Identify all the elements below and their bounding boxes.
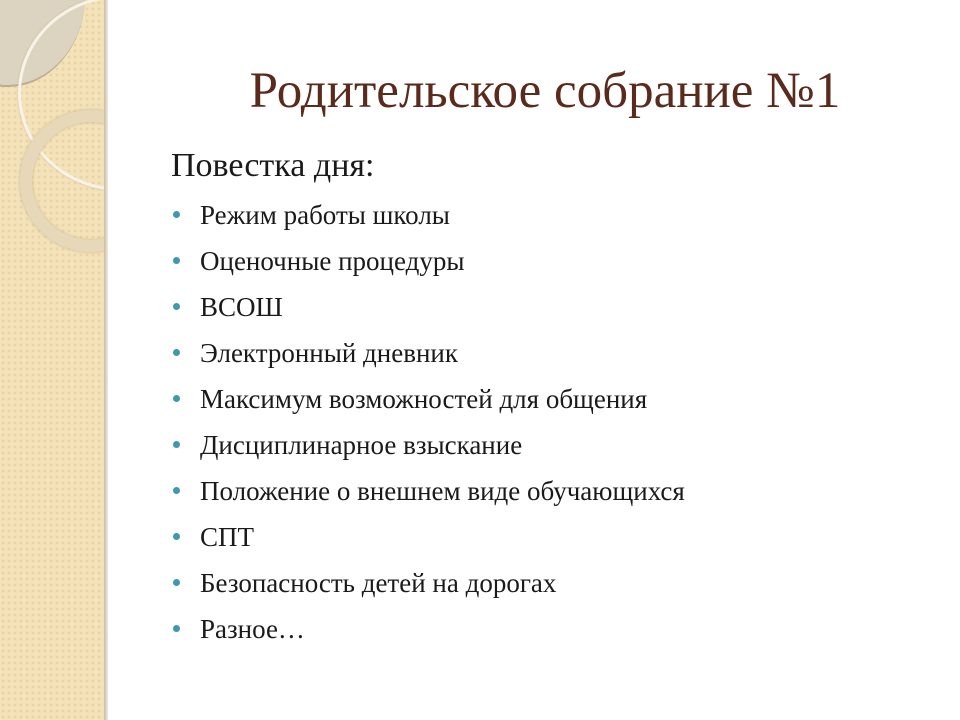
bullet-dot-icon	[173, 303, 180, 310]
bullet-dot-icon	[173, 579, 180, 586]
list-item	[171, 338, 685, 384]
list-item-text: Максимум возможностей для общения	[200, 384, 648, 414]
bullet-dot-icon	[173, 257, 180, 264]
list-item	[171, 430, 685, 476]
list-item	[171, 292, 685, 338]
list-item-text: ВСОШ	[200, 292, 283, 322]
list-item	[171, 568, 685, 614]
list-item-text: СПТ	[200, 522, 254, 552]
bullet-dot-icon	[173, 349, 180, 356]
bullet-dot-icon	[173, 625, 180, 632]
list-item-text: Оценочные процедуры	[200, 246, 465, 276]
list-item-text: Электронный дневник	[200, 338, 458, 368]
bullet-dot-icon	[173, 487, 180, 494]
list-item-text: Разное…	[200, 614, 305, 644]
list-item	[171, 522, 685, 568]
decorative-sidebar	[0, 0, 104, 720]
list-item	[171, 476, 685, 522]
agenda-heading: Повестка дня:	[171, 147, 375, 184]
list-item	[171, 246, 685, 292]
list-item-text: Безопасность детей на дорогах	[200, 568, 557, 598]
bullet-dot-icon	[173, 211, 180, 218]
list-item	[171, 200, 685, 246]
bullet-dot-icon	[173, 441, 180, 448]
list-item	[171, 384, 685, 430]
sidebar-edge-shadow	[104, 0, 108, 720]
bullet-dot-icon	[173, 395, 180, 402]
agenda-list	[171, 200, 685, 660]
slide-title: Родительское собрание №1	[249, 63, 841, 119]
list-item	[171, 614, 685, 660]
list-item-text: Положение о внешнем виде обучающихся	[200, 476, 685, 506]
bullet-dot-icon	[173, 533, 180, 540]
list-item-text: Дисциплинарное взыскание	[200, 430, 523, 460]
list-item-text: Режим работы школы	[200, 200, 450, 230]
